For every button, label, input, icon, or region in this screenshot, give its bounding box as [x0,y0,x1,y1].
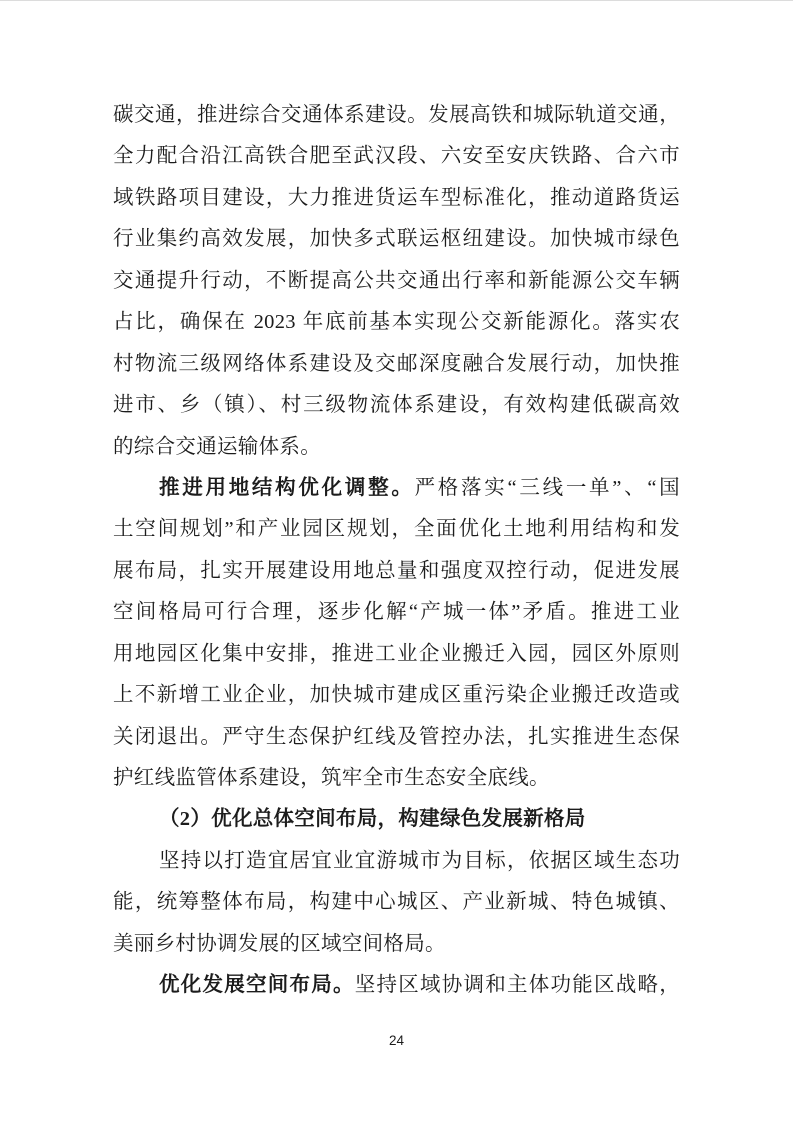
text-segment: 坚持以打造宜居宜业宜游城市为目标，依据区域生态功 [159,849,680,872]
text-segment: 展布局，扎实开展建设用地总量和强度双控行动，促进发展 [113,559,680,582]
text-line [113,136,680,177]
page-body [113,95,680,1007]
text-line [113,758,680,799]
text-line [113,178,680,219]
text-line [113,344,680,385]
text-segment: 能，统筹整体布局，构建中心城区、产业新城、特色城镇、 [113,891,680,914]
text-line [113,965,680,1006]
text-line [113,219,680,260]
text-segment: 美丽乡村协调发展的区域空间格局。 [113,932,446,955]
para-regional-spatial-pattern [113,841,680,965]
heading-line [113,799,680,840]
text-segment: 村物流三级网络体系建设及交邮深度融合发展行动，加快推 [113,352,680,375]
text-line [113,385,680,426]
text-line [113,427,680,468]
text-line [113,592,680,633]
text-segment: 占比，确保在 2023 年底前基本实现公交新能源化。落实农 [113,311,680,334]
text-segment: 护红线监管体系建设，筑牢全市生态安全底线。 [113,767,550,789]
heading-section-2 [113,799,680,840]
text-segment: 交通提升行动，不断提高公共交通出行率和新能源公交车辆 [113,269,680,292]
text-segment: 进市、乡（镇）、村三级物流体系建设，有效构建低碳高效 [113,394,680,417]
text-line [113,261,680,302]
text-segment-bold: 推进用地结构优化调整。 [159,476,415,499]
text-segment: 空间格局可行合理，逐步化解“产城一体”矛盾。推进工业 [113,601,680,624]
text-line [113,882,680,923]
text-line [113,95,680,136]
text-segment: 关闭退出。严守生态保护红线及管控办法，扎实推进生态保 [113,725,680,748]
text-segment: 行业集约高效发展，加快多式联运枢纽建设。加快城市绿色 [113,228,680,251]
text-segment-bold: 优化发展空间布局。 [159,974,355,997]
text-segment: 域铁路项目建设，大力推进货运车型标准化，推动道路货运 [113,186,680,209]
text-line [113,551,680,592]
text-line [113,634,680,675]
text-segment: 的综合交通运输体系。 [113,435,321,458]
para-low-carbon-transport [113,95,680,468]
text-line [113,717,680,758]
page-footer [0,1032,793,1050]
page-number: 24 [388,1033,405,1048]
text-segment-bold: （2）优化总体空间布局，构建绿色发展新格局 [159,808,586,831]
text-line [113,509,680,550]
text-line [113,468,680,509]
text-line [113,924,680,965]
text-line [113,841,680,882]
text-segment: 碳交通，推进综合交通体系建设。发展高铁和城际轨道交通， [113,104,680,126]
text-segment: 上不新增工业企业，加快城市建成区重污染企业搬迁改造或 [113,684,680,707]
text-segment: 坚持区域协调和主体功能区战略， [354,974,680,997]
text-segment: 土空间规划”和产业园区规划，全面优化土地利用结构和发 [113,518,680,541]
text-segment: 严格落实“三线一单”、“国 [414,476,680,499]
text-line [113,302,680,343]
text-line [113,675,680,716]
para-development-space-layout [113,965,680,1006]
text-segment: 用地园区化集中安排，推进工业企业搬迁入园，园区外原则 [113,642,680,665]
text-segment: 全力配合沿江高铁合肥至武汉段、六安至安庆铁路、合六市 [113,145,680,168]
para-land-use-structure [113,468,680,800]
